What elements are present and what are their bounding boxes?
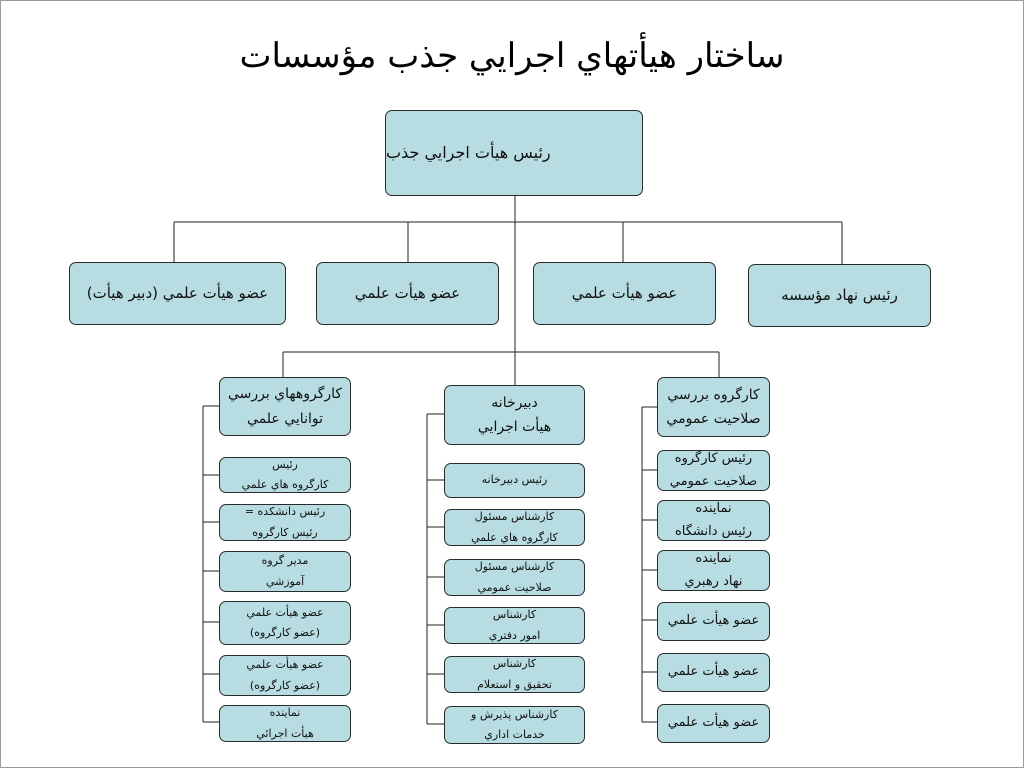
group-item-line: كارشناس [492,657,537,671]
root-label: رئيس هيأت اجرايي جذب [386,143,551,163]
group-item-line: عضو هيأت علمي [246,658,324,672]
group-item-line: (عضو كارگروه) [249,626,321,639]
member-box-faculty-secretary [69,262,286,325]
group-item-line: كارگروه هاي علمي [471,530,558,544]
member-box-faculty-1 [533,262,716,325]
group-item-line: نماينده [695,500,732,516]
group-head-general-qualification [657,377,770,437]
group-item-line: نماينده [269,706,301,720]
group-item-line: آموزشي [265,574,305,588]
group-item [444,706,585,744]
group-item [444,656,585,693]
member-label: رئيس نهاد مؤسسه [781,285,898,304]
group-item [444,509,585,546]
group-item-line: تحقيق و استعلام [477,677,552,691]
group-item [444,463,585,498]
group-item [219,504,351,541]
root-box [385,110,643,196]
group-item-line: عضو هيأت علمي [667,664,760,680]
group-head-secretariat [444,385,585,445]
group-item-line: نماينده [695,550,732,566]
group-item-line: خدمات اداري [484,728,545,741]
group-item [657,704,770,743]
member-label: عضو هيأت علمي [354,283,461,302]
group-item [657,653,770,692]
member-box-faculty-2 [316,262,499,325]
group-item-line: امور دفتري [488,628,541,642]
group-item-line: رئيس كارگروه [252,525,318,539]
group-item [219,551,351,592]
group-item-line: هيأت اجرائي [256,726,314,740]
group-item [219,601,351,645]
group-item-line: رئيس دبيرخانه [481,473,548,487]
group-item-line: كارشناس پذيرش و [471,707,558,721]
group-item-line: رئيس دانشكده = [244,505,326,519]
group-item [657,550,770,591]
group-head-line: كارگروههاي بررسي [227,386,343,402]
group-head-scientific-ability [219,377,351,436]
group-item [219,457,351,493]
group-item [444,607,585,644]
group-item-line: نهاد رهبري [684,573,743,589]
group-item-line: (عضو كارگروه) [249,678,321,692]
group-item [444,559,585,596]
member-label: عضو هيأت علمي (دبير هيأت) [86,283,269,302]
group-item [219,705,351,742]
group-item-line: عضو هيأت علمي [667,613,760,629]
group-item-line: كارشناس مسئول [474,560,555,574]
group-item-line: كارشناس مسئول [474,510,555,524]
group-head-line: صلاحيت عمومي [666,411,761,427]
group-item-line: عضو هيأت علمي [667,715,760,731]
group-item-line: رئيس كارگروه [674,450,753,466]
group-item [657,500,770,541]
page-title: ساختار هيأتهاي اجرايي جذب مؤسسات [239,36,785,76]
group-head-line: دبيرخانه [491,394,538,411]
group-item [219,655,351,696]
group-item-line: رئيس [272,457,298,471]
member-label: عضو هيأت علمي [571,283,678,302]
group-head-line: توانايي علمي [247,410,323,427]
group-item-line: كارگروه هاي علمي [241,478,329,491]
group-item-line: مدير گروه [261,554,309,568]
group-item-line: صلاحيت عمومي [669,473,758,489]
group-item-line: كارشناس [492,608,537,622]
group-head-line: هيأت اجرايي [477,419,552,435]
member-box-institution-head [748,264,931,327]
group-item-line: عضو هيأت علمي [246,605,324,619]
group-item [657,602,770,641]
group-item [657,450,770,491]
group-item-line: رئيس دانشگاه [674,523,753,539]
group-item-line: صلاحيت عمومي [477,580,552,594]
group-head-line: كارگروه بررسي [667,386,760,403]
